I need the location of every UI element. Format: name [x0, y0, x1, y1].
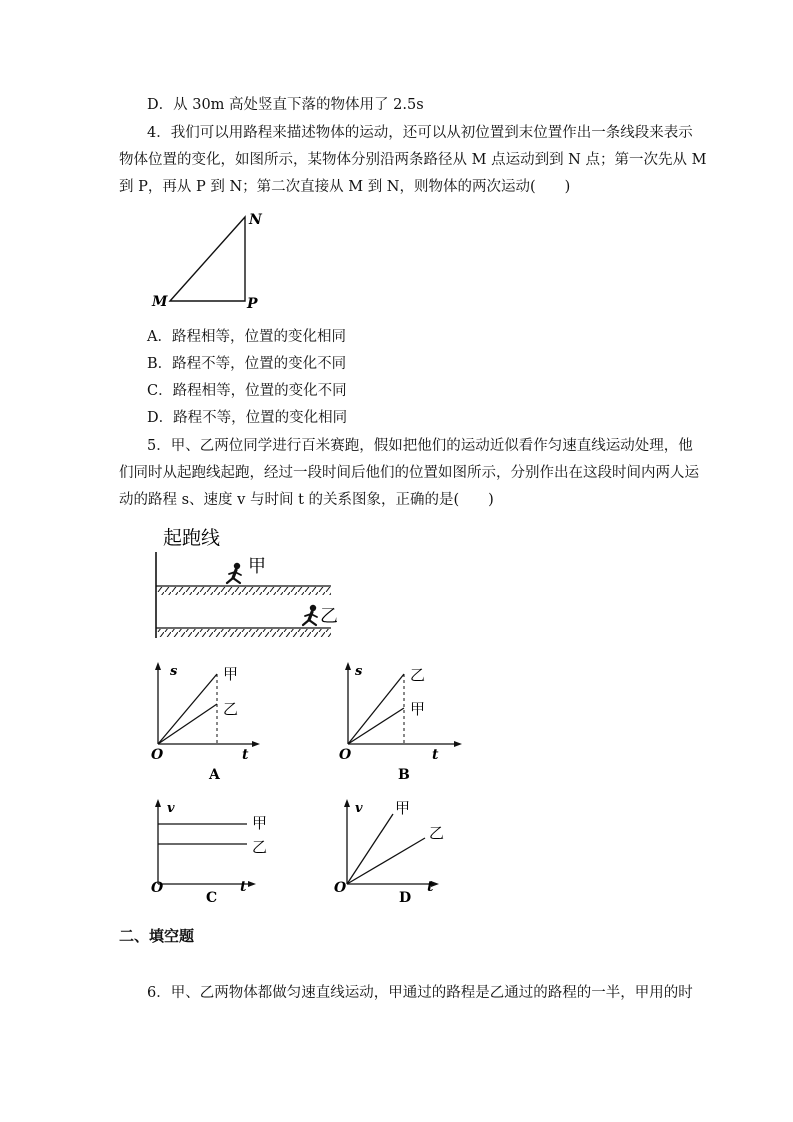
line-top [347, 814, 393, 884]
q5-stem-line3: 动的路程 s、速度 v 与时间 t 的关系图象，正确的是( ) [119, 492, 494, 508]
lane-divider-bottom [157, 629, 331, 637]
x-axis-label: t [427, 879, 434, 895]
line-top [348, 674, 404, 744]
label-top: 甲 [223, 665, 239, 683]
label-n: N [249, 212, 262, 228]
y-arrow [155, 799, 161, 807]
origin-label: O [339, 747, 352, 763]
label-m: M [152, 294, 168, 310]
label-bottom: 乙 [223, 700, 239, 718]
q4-stem-line2: 物体位置的变化，如图所示，某物体分别沿两条路径从 M 点运动到到 N 点；第一次先从 M [119, 152, 707, 168]
q4-triangle-figure [140, 205, 280, 315]
origin-label: O [334, 880, 347, 896]
triangle-path [170, 217, 245, 301]
q5-track-figure [150, 520, 350, 650]
y-arrow [155, 662, 161, 670]
y-axis-label: s [170, 664, 178, 679]
y-arrow [345, 662, 351, 670]
q5-stem-line1: 5．甲、乙两位同学进行百米赛跑，假如把他们的运动近似看作匀速直线运动处理，他 [147, 438, 693, 454]
q3-option-d: D．从 30m 高处竖直下落的物体用了 2.5s [147, 97, 424, 113]
graph-letter: A [209, 767, 220, 783]
q5-stem-line2: 们同时从起跑线起跑，经过一段时间后他们的位置如图所示，分别作出在这段时间内两人运 [119, 465, 699, 481]
label-bottom: 乙 [252, 838, 268, 856]
section2-heading: 二、填空题 [119, 927, 195, 945]
y-axis-label: v [167, 801, 175, 816]
graph-d [333, 792, 463, 910]
y-arrow [344, 799, 350, 807]
q4-option-a: A．路程相等，位置的变化相同 [147, 329, 346, 345]
q4-stem-line1: 4．我们可以用路程来描述物体的运动，还可以从初位置到末位置作出一条线段来表示 [147, 125, 693, 141]
q4-option-d: D．路程不等，位置的变化相同 [147, 410, 348, 426]
graph-letter: C [206, 890, 218, 906]
graph-b [338, 658, 468, 783]
label-bottom: 乙 [429, 824, 445, 842]
line-bottom [348, 708, 404, 744]
graph-c [150, 792, 280, 910]
y-axis-label: s [355, 664, 363, 679]
x-arrow [454, 741, 462, 747]
label-p: P [247, 296, 258, 312]
runner-jia-icon [227, 563, 241, 583]
origin-label: O [151, 880, 164, 896]
x-arrow [248, 881, 256, 887]
q4-option-c: C．路程相等，位置的变化不同 [147, 383, 347, 399]
runner-jia-label: 甲 [248, 556, 266, 577]
start-line-title: 起跑线 [163, 527, 221, 549]
graph-letter: D [399, 890, 412, 906]
q6-stem-line1: 6．甲、乙两物体都做匀速直线运动，甲通过的路程是乙通过的路程的一半，甲用的时 [147, 985, 693, 1001]
lane-divider-top [157, 587, 331, 595]
q4-stem-line3: 到 P，再从 P 到 N；第二次直接从 M 到 N，则物体的两次运动( ) [119, 179, 571, 195]
line-top [158, 674, 217, 744]
label-bottom: 甲 [410, 700, 426, 718]
label-top: 甲 [252, 814, 268, 832]
runner-yi-icon [303, 605, 317, 625]
label-top: 乙 [410, 666, 426, 684]
x-axis-label: t [432, 747, 439, 763]
x-axis-label: t [242, 747, 249, 763]
graph-letter: B [398, 767, 410, 783]
y-axis-label: v [355, 801, 363, 816]
line-bottom [347, 838, 425, 884]
q4-option-b: B．路程不等，位置的变化不同 [147, 356, 347, 372]
x-arrow [252, 741, 260, 747]
x-axis-label: t [240, 879, 247, 895]
graph-a [150, 658, 270, 783]
runner-yi-label: 乙 [320, 606, 338, 627]
label-top: 甲 [395, 799, 411, 817]
origin-label: O [151, 747, 164, 763]
